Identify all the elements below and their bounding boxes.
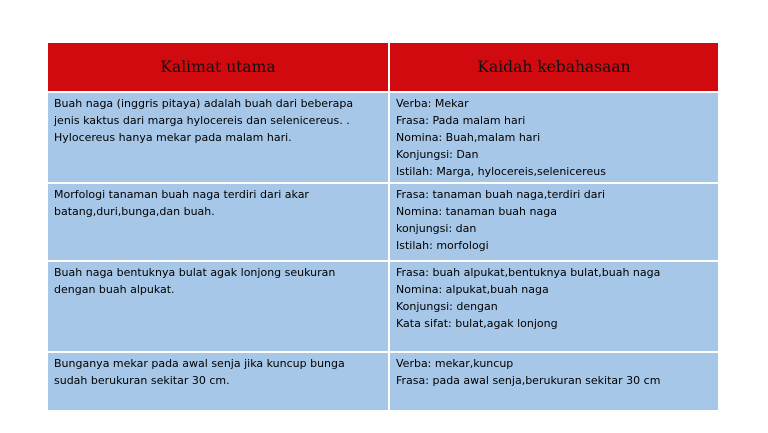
table-row (48, 92, 718, 183)
kaidah-cell: Verba: mekar,kuncup Frasa: pada awal senja,berukuran sekitar 30 cm (389, 352, 718, 410)
kalimat-cell: Buah naga (inggris pitaya) adalah buah dari beberapa jenis kaktus dari marga hylocereis dan selenicereus. . Hylocereus hanya mekar pada malam hari. (48, 92, 389, 183)
header-kaidah-kebahasaan: Kaidah kebahasaan (389, 43, 718, 92)
header-kalimat-utama: Kalimat utama (48, 43, 389, 92)
table-header-row (48, 43, 718, 92)
table-row (48, 183, 718, 261)
kalimat-kaidah-table (48, 43, 718, 410)
table-row (48, 261, 718, 352)
kalimat-cell: Bunganya mekar pada awal senja jika kuncup bunga sudah berukuran sekitar 30 cm. (48, 352, 389, 410)
kalimat-cell: Morfologi tanaman buah naga terdiri dari akar batang,duri,bunga,dan buah. (48, 183, 389, 261)
kalimat-cell: Buah naga bentuknya bulat agak lonjong seukuran dengan buah alpukat. (48, 261, 389, 352)
kaidah-cell: Verba: Mekar Frasa: Pada malam hari Nomina: Buah,malam hari Konjungsi: Dan Istilah: Marga, hylocereis,selenicereus (389, 92, 718, 183)
kaidah-cell: Frasa: tanaman buah naga,terdiri dari Nomina: tanaman buah naga konjungsi: dan Istilah: morfologi (389, 183, 718, 261)
table-row (48, 352, 718, 410)
kaidah-cell: Frasa: buah alpukat,bentuknya bulat,buah naga Nomina: alpukat,buah naga Konjungsi: dengan Kata sifat: bulat,agak lonjong (389, 261, 718, 352)
